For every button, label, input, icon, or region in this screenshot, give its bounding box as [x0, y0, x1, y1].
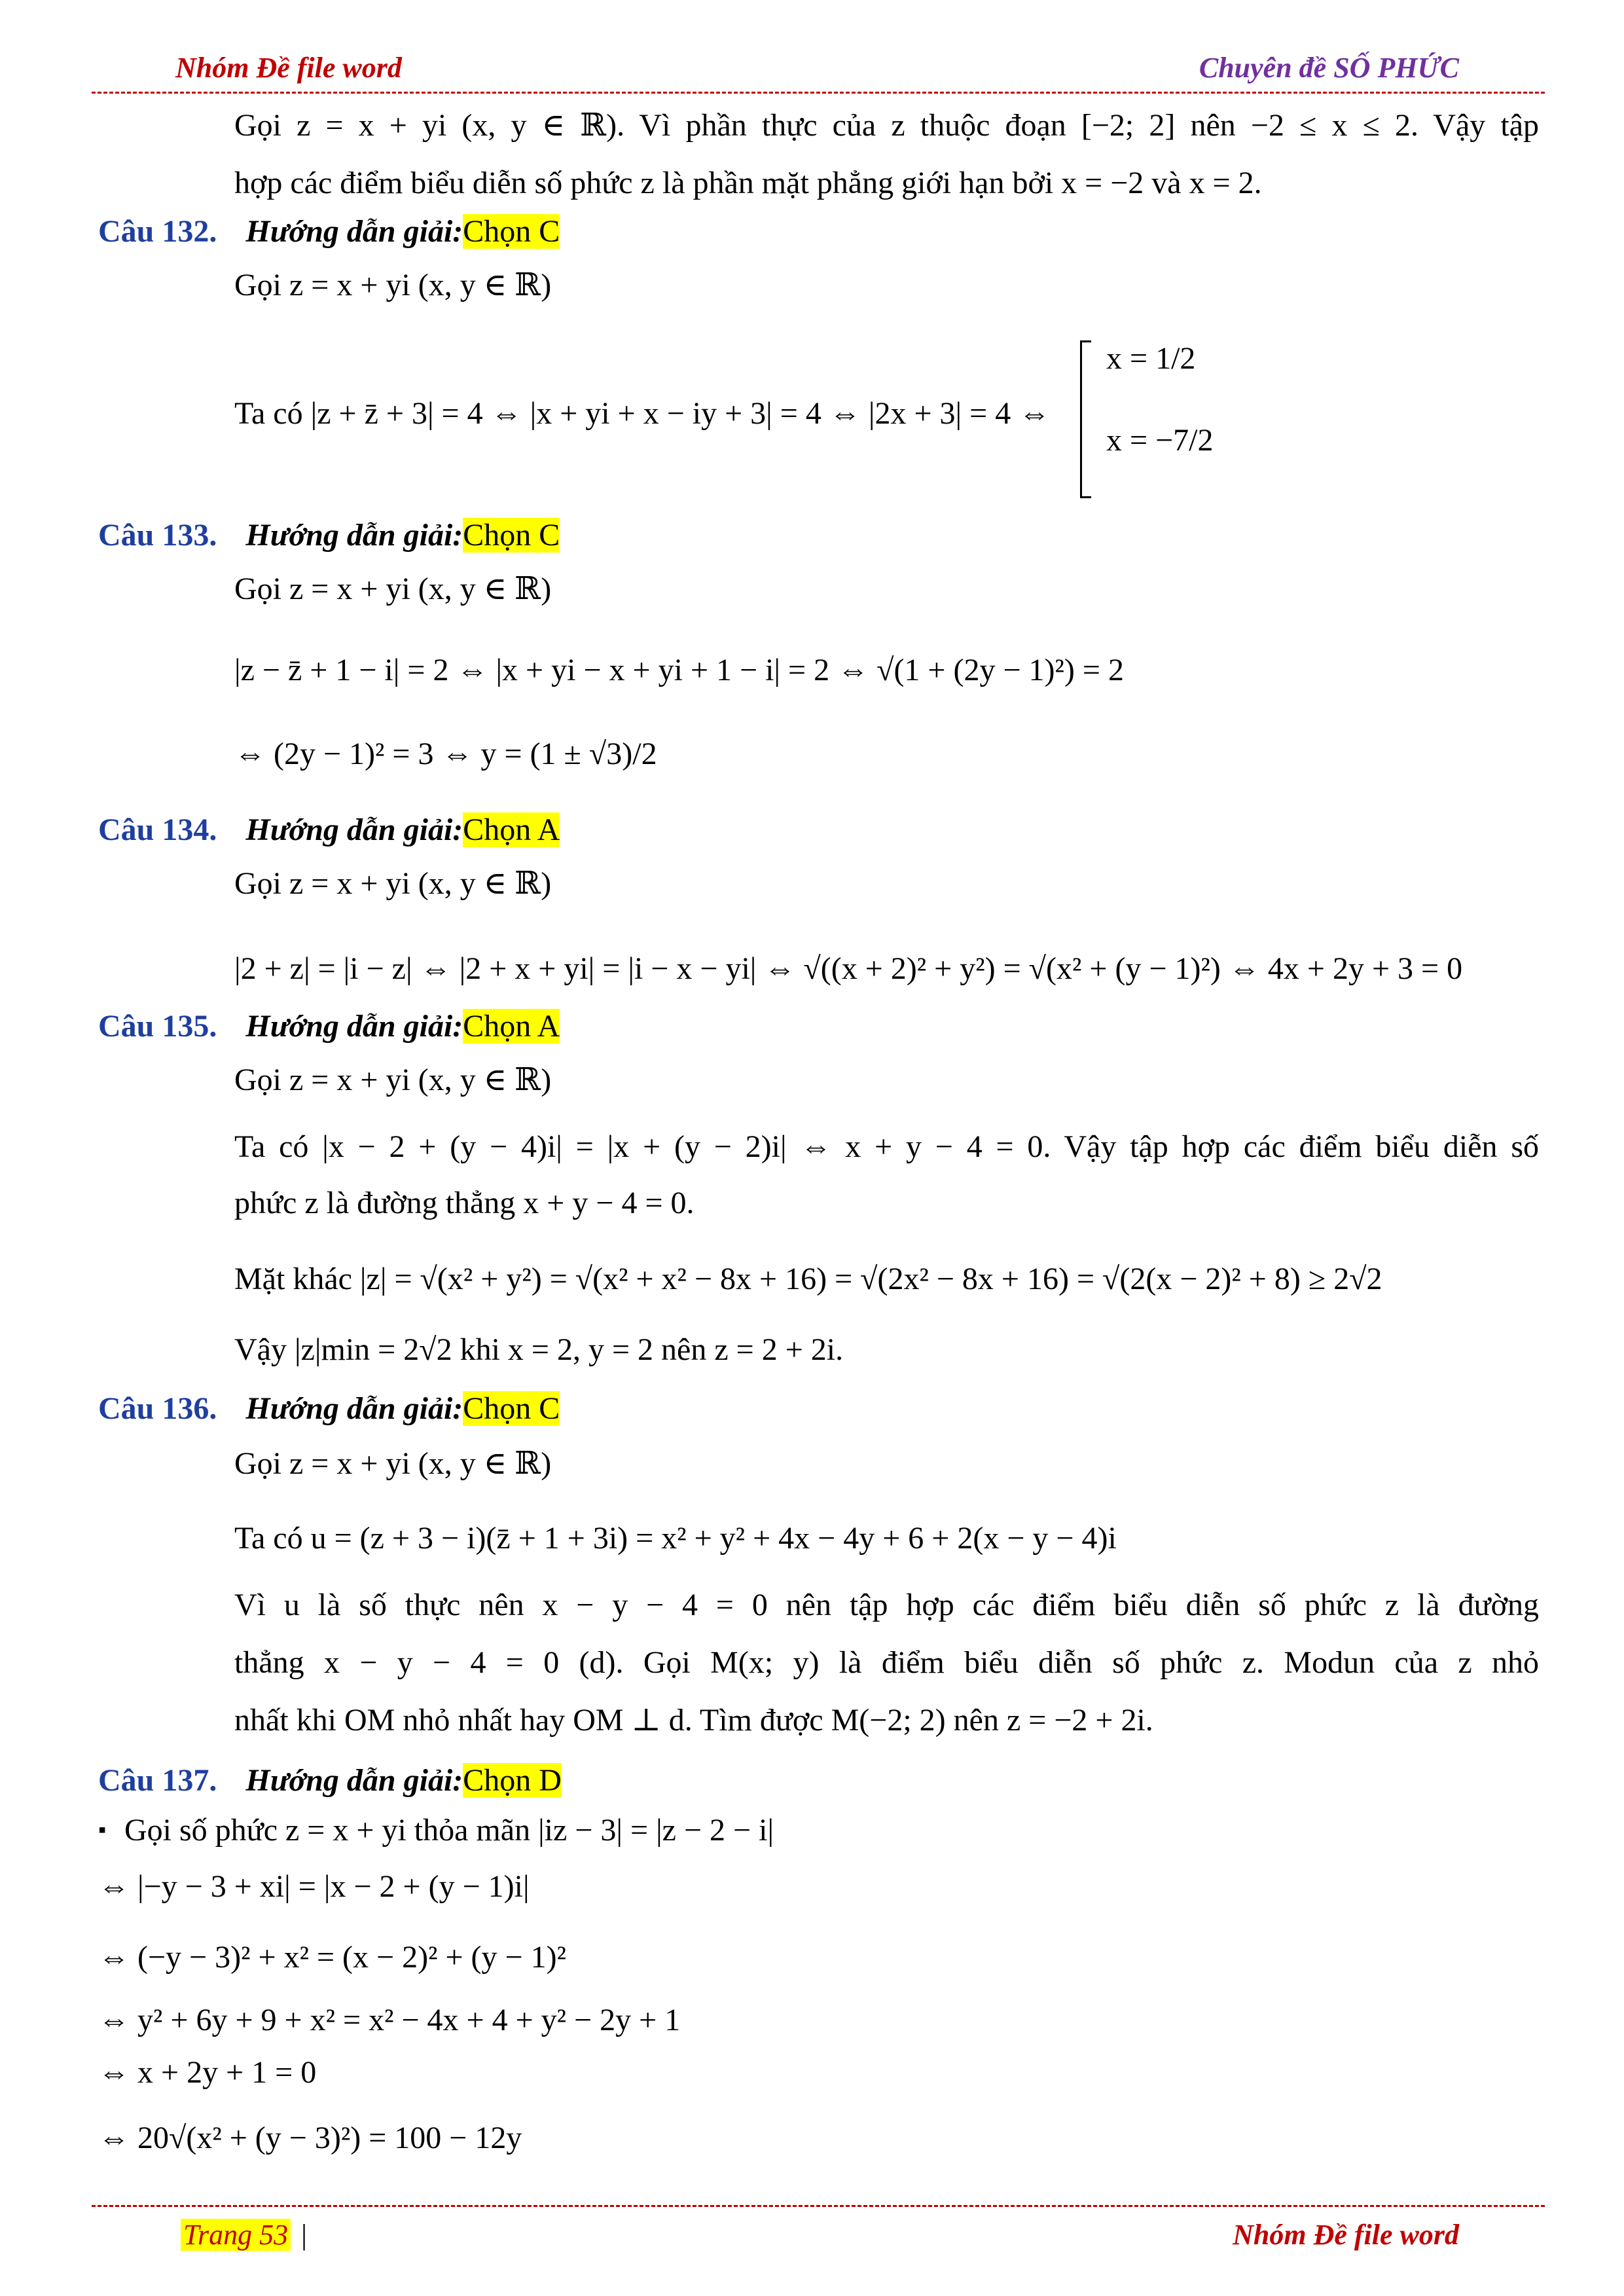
- q136-line-3: Vì u là số thực nên x − y − 4 = 0 nên tập hợp các điểm biểu diễn số phức z là đường: [234, 1588, 1539, 1622]
- choice-label: Chọn C: [463, 214, 560, 249]
- guide-label: Hướng dẫn giải:: [245, 214, 463, 249]
- question-number: Câu 133.: [98, 518, 217, 553]
- intro-line-2: hợp các điểm biểu diễn số phức z là phần mặt phẳng giới hạn bởi x = −2 và x = 2.: [234, 166, 1262, 200]
- question-137-heading: [98, 1760, 562, 1802]
- q132-solution-2: x = −7/2: [1106, 423, 1214, 458]
- header-divider: [92, 92, 1545, 94]
- q136-line-5: nhất khi OM nhỏ nhất hay OM ⊥ d. Tìm được M(−2; 2) nên z = −2 + 2i.: [234, 1703, 1153, 1738]
- guide-label: Hướng dẫn giải:: [245, 1009, 463, 1044]
- q135-line-4: Mặt khác |z| = √(x² + y²) = √(x² + x² − 8x + 16) = √(2x² − 8x + 16) = √(2(x − 2)² + 8) ≥ 2√2: [234, 1262, 1382, 1296]
- q137-line-6: ⇔ 20√(x² + (y − 3)²) = 100 − 12y: [98, 2121, 522, 2155]
- q133-line-2: |z − z̄ + 1 − i| = 2 ⇔ |x + yi − x + yi + 1 − i| = 2 ⇔ √(1 + (2y − 1)²) = 2: [234, 653, 1124, 687]
- question-number: Câu 132.: [98, 214, 217, 249]
- question-number: Câu 134.: [98, 812, 217, 847]
- q132-line-1: Gọi z = x + yi (x, y ∈ ℝ): [234, 268, 552, 302]
- question-number: Câu 135.: [98, 1009, 217, 1044]
- q134-line-1: Gọi z = x + yi (x, y ∈ ℝ): [234, 866, 552, 901]
- q135-line-5: Vậy |z|min = 2√2 khi x = 2, y = 2 nên z = 2 + 2i.: [234, 1332, 844, 1367]
- q135-line-3: phức z là đường thẳng x + y − 4 = 0.: [234, 1186, 695, 1220]
- q137-line-2: ⇔ |−y − 3 + xi| = |x − 2 + (y − 1)i|: [98, 1869, 530, 1904]
- q136-line-1: Gọi z = x + yi (x, y ∈ ℝ): [234, 1446, 552, 1481]
- choice-label: Chọn A: [463, 812, 560, 847]
- q137-line-4: ⇔ y² + 6y + 9 + x² = x² − 4x + 4 + y² − 2y + 1: [98, 2003, 681, 2037]
- question-134-heading: [98, 809, 560, 851]
- q132-solution-1: x = 1/2: [1106, 341, 1196, 376]
- question-number: Câu 137.: [98, 1763, 217, 1798]
- intro-line-1: Gọi z = x + yi (x, y ∈ ℝ). Vì phần thực của z thuộc đoạn [−2; 2] nên −2 ≤ x ≤ 2. Vậy tập: [234, 108, 1539, 143]
- choice-label: Chọn C: [463, 1391, 560, 1426]
- bracket: [1080, 340, 1091, 498]
- footer-left: [181, 2218, 307, 2251]
- page-number: Trang 53: [181, 2219, 291, 2251]
- q135-line-1: Gọi z = x + yi (x, y ∈ ℝ): [234, 1063, 552, 1097]
- guide-label: Hướng dẫn giải:: [245, 1391, 463, 1426]
- q137-line-1: Gọi số phức z = x + yi thỏa mãn |iz − 3| = |z − 2 − i|: [124, 1813, 774, 1848]
- question-136-heading: [98, 1388, 560, 1430]
- guide-label: Hướng dẫn giải:: [245, 812, 463, 847]
- question-132-heading: [98, 211, 560, 253]
- footer-divider: [92, 2205, 1545, 2207]
- q133-line-3: ⇔ (2y − 1)² = 3 ⇔ y = (1 ± √3)/2: [234, 737, 657, 771]
- header-right: Chuyên đề SỐ PHỨC: [1199, 52, 1459, 84]
- header-left: Nhóm Đề file word: [175, 52, 402, 84]
- q133-line-1: Gọi z = x + yi (x, y ∈ ℝ): [234, 572, 552, 606]
- choice-label: Chọn D: [463, 1763, 562, 1798]
- choice-label: Chọn A: [463, 1009, 560, 1044]
- footer-separator: |: [301, 2219, 307, 2251]
- footer-right: Nhóm Đề file word: [1233, 2219, 1459, 2251]
- bullet-icon: ▪: [98, 1818, 107, 1842]
- q136-line-2: Ta có u = (z + 3 − i)(z̄ + 1 + 3i) = x² + y² + 4x − 4y + 6 + 2(x − y − 4)i: [234, 1521, 1117, 1556]
- guide-label: Hướng dẫn giải:: [245, 1763, 463, 1798]
- q136-line-4: thẳng x − y − 4 = 0 (d). Gọi M(x; y) là điểm biểu diễn số phức z. Modun của z nhỏ: [234, 1645, 1539, 1680]
- choice-label: Chọn C: [463, 518, 560, 553]
- q134-line-2: |2 + z| = |i − z| ⇔ |2 + x + yi| = |i − x − yi| ⇔ √((x + 2)² + y²) = √(x² + (y − 1)²) ⇔ 4x + 2y + 3 = 0: [234, 951, 1463, 986]
- q135-line-2: Ta có |x − 2 + (y − 4)i| = |x + (y − 2)i| ⇔ x + y − 4 = 0. Vậy tập hợp các điểm biểu diễn số: [234, 1129, 1539, 1164]
- q132-line-2: Ta có |z + z̄ + 3| = 4 ⇔ |x + yi + x − iy + 3| = 4 ⇔ |2x + 3| = 4 ⇔: [234, 396, 1051, 431]
- question-133-heading: [98, 515, 560, 556]
- q137-line-3: ⇔ (−y − 3)² + x² = (x − 2)² + (y − 1)²: [98, 1940, 566, 1975]
- q137-line-5: ⇔ x + 2y + 1 = 0: [98, 2055, 317, 2090]
- question-number: Câu 136.: [98, 1391, 217, 1426]
- guide-label: Hướng dẫn giải:: [245, 518, 463, 553]
- question-135-heading: [98, 1006, 560, 1048]
